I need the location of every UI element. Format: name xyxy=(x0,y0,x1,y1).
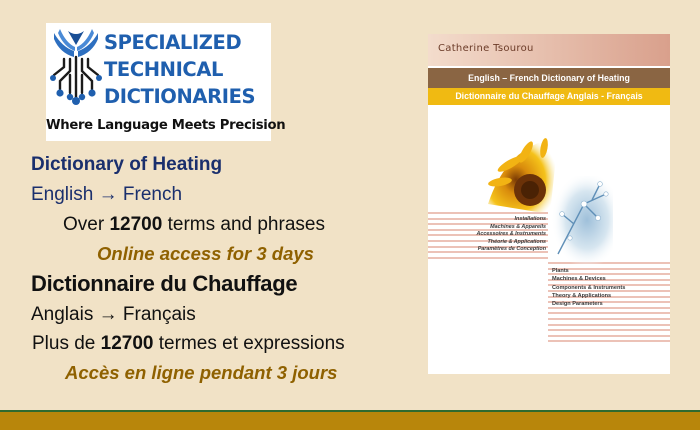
logo-word-1: SPECIALIZED xyxy=(104,31,242,54)
direction-french xyxy=(31,304,196,326)
terms-count-french xyxy=(32,333,345,355)
terms-suffix: terms and phrases xyxy=(167,214,325,235)
logo-word-2: TECHNICAL xyxy=(104,58,224,81)
arrow-right-icon: → xyxy=(98,184,118,205)
cover-topic: Components & Instruments xyxy=(552,284,626,291)
title-english: Dictionary of Heating xyxy=(31,154,223,175)
circuit-book-icon xyxy=(48,27,104,113)
cover-topics-english xyxy=(552,267,625,308)
cover-topic: Design Parameters xyxy=(552,301,603,308)
terms-prefix: Plus de xyxy=(32,333,96,354)
target-language: French xyxy=(122,184,183,205)
online-access-english: Online access for 3 days xyxy=(97,243,314,264)
cover-topic: Machines & Devices xyxy=(552,276,606,283)
title-french: Dictionnaire du Chauffage xyxy=(31,271,298,296)
cover-topic: Accessoires & Instruments xyxy=(476,231,546,238)
brand-logo xyxy=(46,23,286,141)
arrow-right-icon: → xyxy=(98,304,118,325)
target-language: Français xyxy=(122,304,196,325)
cover-title-french: Dictionnaire du Chauffage Anglais - Français xyxy=(428,88,670,105)
cover-topics-french xyxy=(476,216,546,254)
direction-english xyxy=(31,184,182,206)
cover-topic: Machines & Appareils xyxy=(490,223,546,230)
source-language: English xyxy=(31,184,94,205)
terms-number: 12700 xyxy=(100,333,154,354)
cover-title-english: English – French Dictionary of Heating xyxy=(428,68,670,88)
book-cover xyxy=(428,34,670,374)
cover-topic: Paramètres de Conception xyxy=(477,246,546,253)
online-access-french: Accès en ligne pendant 3 jours xyxy=(65,362,338,383)
logo-wordmark xyxy=(104,29,270,110)
cover-topic: Theory & Applications xyxy=(552,292,612,299)
bottom-bar xyxy=(0,410,700,430)
cover-topic: Plants xyxy=(552,268,569,274)
terms-suffix: termes et expressions xyxy=(158,333,345,354)
logo-word-3: DICTIONARIES xyxy=(104,85,256,108)
source-language: Anglais xyxy=(31,304,94,325)
terms-prefix: Over xyxy=(63,214,105,235)
cover-topic: Installations xyxy=(514,216,546,222)
terms-count-english xyxy=(63,214,325,236)
cover-author-band xyxy=(428,34,670,66)
cover-author: Catherine Tsourou xyxy=(438,43,534,54)
cover-topic: Théorie & Applications xyxy=(487,238,546,245)
terms-number: 12700 xyxy=(109,214,163,235)
logo-tagline: Where Language Meets Precision xyxy=(46,118,286,133)
